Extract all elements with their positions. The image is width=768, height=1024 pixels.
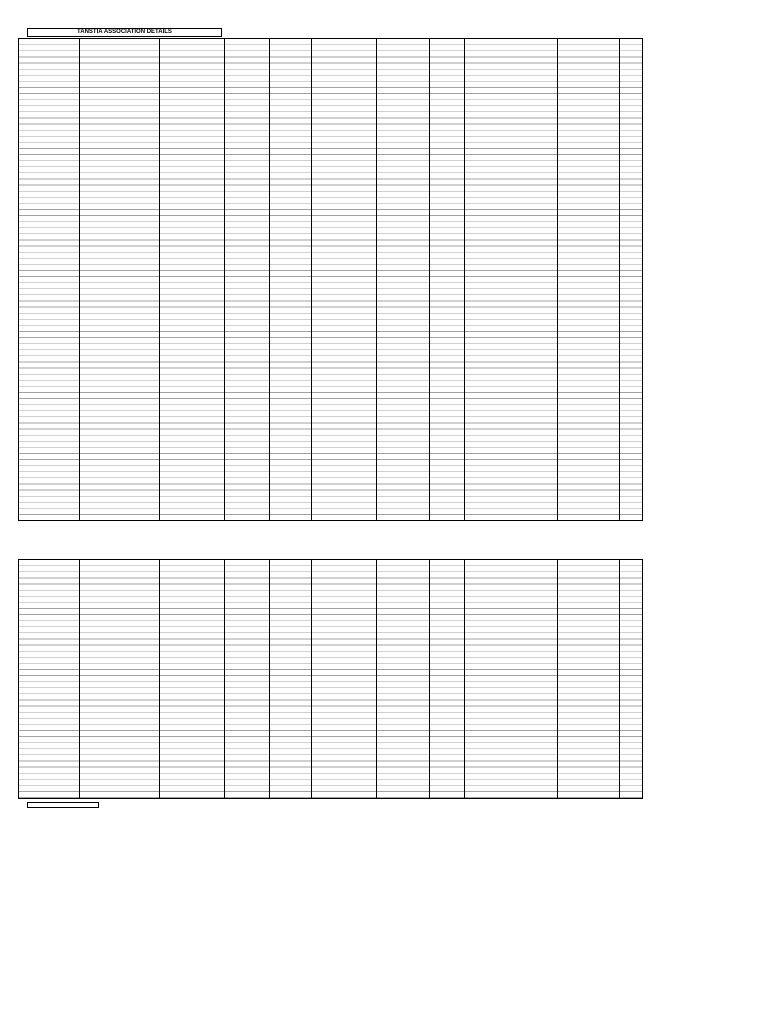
table-row-lines xyxy=(19,560,642,798)
association-table-page-1 xyxy=(18,38,643,521)
column-divider xyxy=(557,560,558,798)
column-divider xyxy=(464,560,465,798)
column-divider xyxy=(269,560,270,798)
footer-cell xyxy=(27,802,99,808)
column-divider xyxy=(557,39,558,520)
column-divider xyxy=(224,39,225,520)
column-divider xyxy=(79,560,80,798)
column-divider xyxy=(429,560,430,798)
table-row-lines xyxy=(19,39,642,520)
column-divider xyxy=(619,560,620,798)
column-divider xyxy=(311,39,312,520)
document-title: TANSTIA ASSOCIATION DETAILS xyxy=(27,28,222,37)
column-divider xyxy=(224,560,225,798)
column-divider xyxy=(376,39,377,520)
column-divider xyxy=(619,39,620,520)
column-divider xyxy=(159,560,160,798)
column-divider xyxy=(429,39,430,520)
column-divider xyxy=(464,39,465,520)
column-divider xyxy=(269,39,270,520)
column-divider xyxy=(311,560,312,798)
association-table-page-2 xyxy=(18,559,643,799)
column-divider xyxy=(159,39,160,520)
column-divider xyxy=(376,560,377,798)
column-divider xyxy=(79,39,80,520)
